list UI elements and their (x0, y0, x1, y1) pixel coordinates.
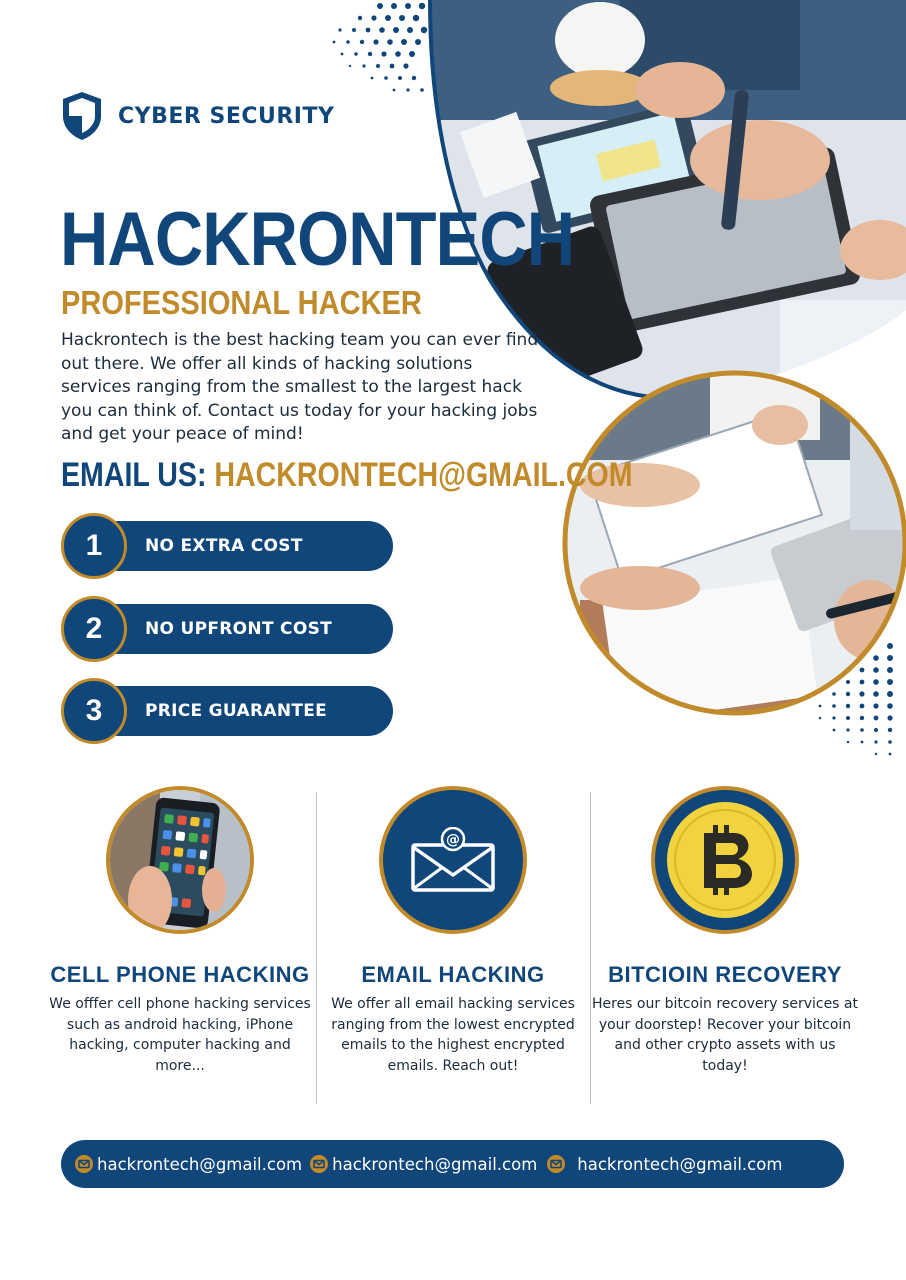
benefit-label: NO EXTRA COST (145, 536, 303, 556)
email-cta-label: EMAIL US: (61, 456, 207, 494)
benefit-label: NO UPFRONT COST (145, 619, 333, 639)
bitcoin-icon (666, 801, 784, 919)
benefit-number: 2 (61, 596, 127, 662)
benefit-number: 1 (61, 513, 127, 579)
service-cell-phone (45, 786, 315, 1076)
service-title: BITCIOIN RECOVERY (608, 962, 842, 987)
envelope-icon (410, 827, 496, 893)
service-image-circle (106, 786, 254, 934)
service-bitcoin (590, 786, 860, 1076)
footer-contact[interactable] (310, 1155, 537, 1174)
footer-contact[interactable] (75, 1155, 302, 1174)
footer-email[interactable]: hackrontech@gmail.com (577, 1154, 783, 1174)
brand-name: CYBER SECURITY (118, 103, 335, 129)
svg-text:@: @ (446, 832, 460, 848)
service-image-circle (379, 786, 527, 934)
mail-icon (547, 1155, 565, 1173)
tagline: PROFESSIONAL HACKER (61, 284, 422, 321)
service-divider (316, 792, 317, 1104)
footer-contact[interactable] (547, 1155, 782, 1174)
smartphone-icon (110, 790, 250, 930)
service-description: We offer all email hacking services ranging from the lowest encrypted emails to the highest encrypted emails. Reach out! (331, 996, 575, 1074)
footer-email[interactable]: hackrontech@gmail.com (97, 1154, 303, 1174)
footer-email[interactable]: hackrontech@gmail.com (332, 1154, 538, 1174)
service-description: We offfer cell phone hacking services such as android hacking, iPhone hacking, computer hacking and more... (49, 996, 311, 1074)
service-description: Heres our bitcoin recovery services at your doorstep! Recover your bitcoin and other crypto assets with us today! (591, 996, 858, 1074)
service-email (318, 786, 588, 1076)
benefit-item (61, 678, 393, 744)
dot-pattern-right (800, 640, 906, 770)
benefit-number: 3 (61, 678, 127, 744)
footer-contact-bar (61, 1140, 844, 1188)
service-image-circle (651, 786, 799, 934)
benefit-item (61, 513, 393, 579)
service-title: CELL PHONE HACKING (50, 962, 310, 987)
benefit-item (61, 596, 393, 662)
service-title: EMAIL HACKING (361, 962, 545, 987)
brand-logo (60, 90, 334, 142)
mail-icon (310, 1155, 328, 1173)
shield-icon (60, 90, 104, 142)
intro-paragraph: Hackrontech is the best hacking team you can ever find out there. We offer all kinds of hacking solutions services ranging from the smallest to the largest hack you can think of. Contact us today for your hacking jobs and get your peace of mind! (61, 330, 539, 444)
benefit-label: PRICE GUARANTEE (145, 701, 328, 721)
email-cta-address[interactable]: HACKRONTECH@GMAIL.COM (214, 456, 633, 494)
email-cta (61, 456, 633, 495)
company-name: HACKRONTECH (60, 197, 575, 282)
mail-icon (75, 1155, 93, 1173)
dot-pattern-top (300, 0, 440, 100)
